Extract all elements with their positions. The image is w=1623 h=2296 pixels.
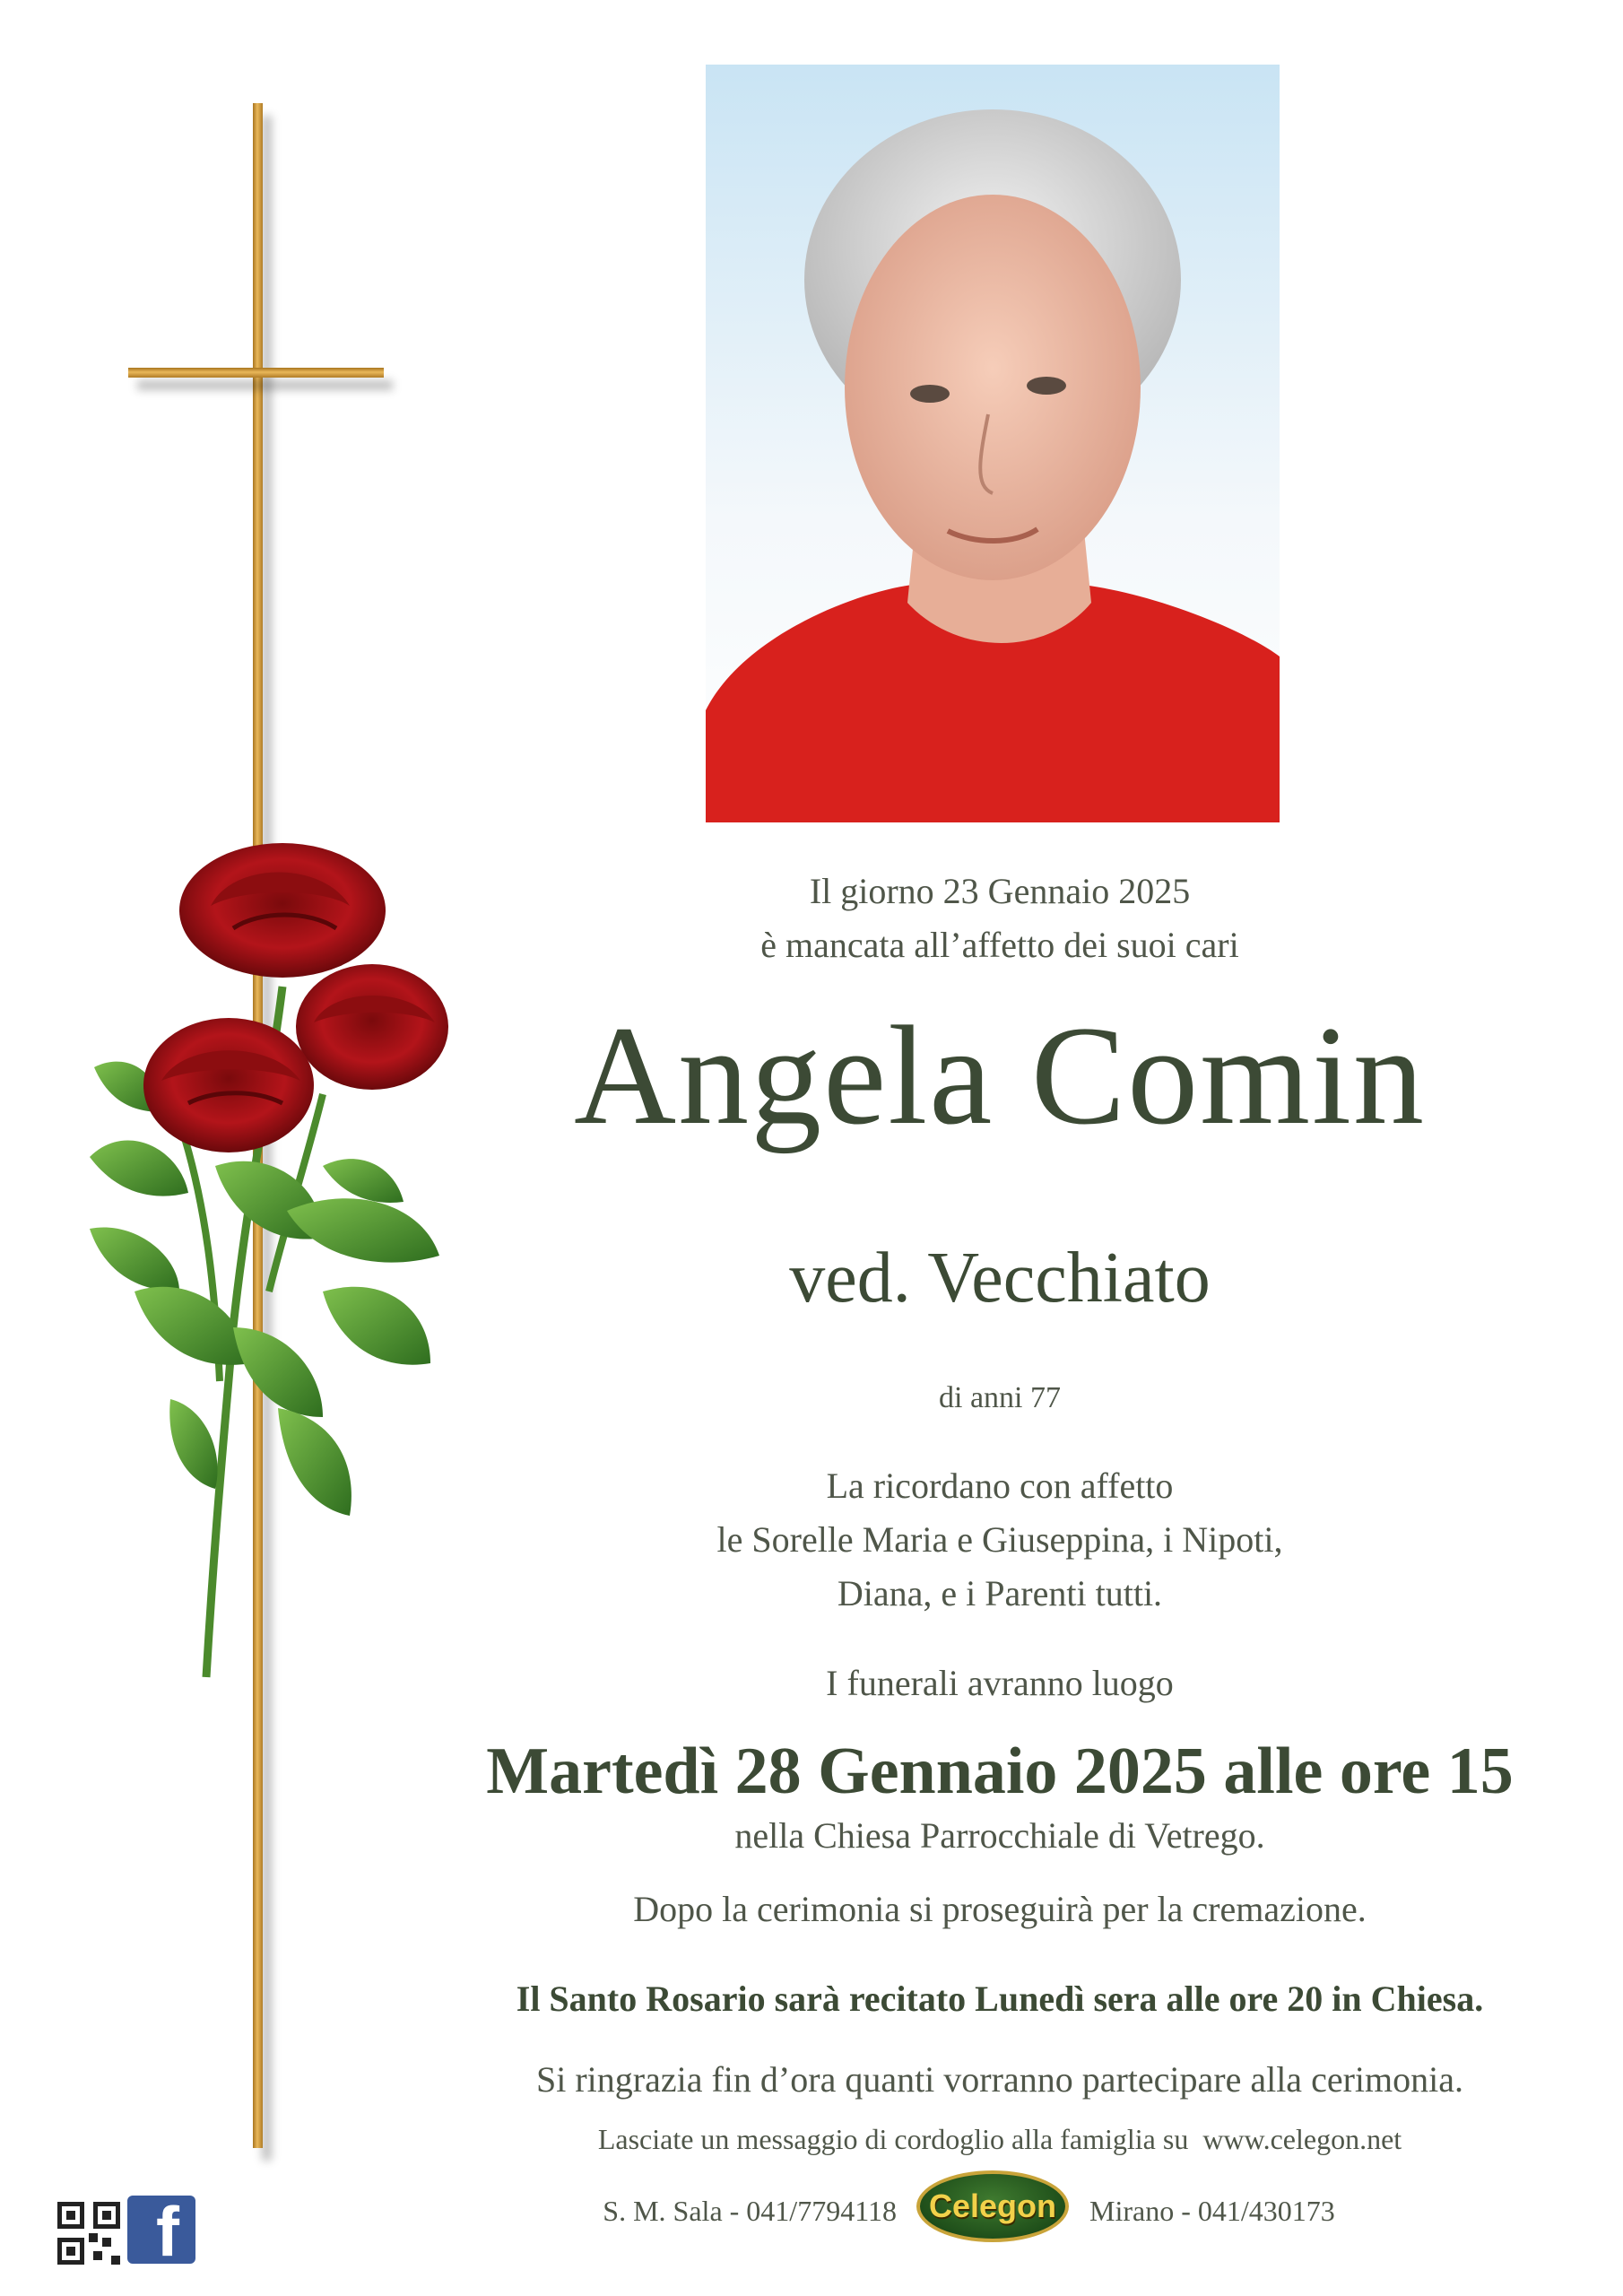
qr-code-icon[interactable] bbox=[57, 2202, 120, 2265]
facebook-icon[interactable]: f bbox=[127, 2196, 195, 2264]
office-mirano: Mirano - 041/430173 bbox=[1089, 2195, 1335, 2227]
deceased-name: Angela Comin bbox=[574, 997, 1426, 1154]
widow-of: ved. Vecchiato bbox=[789, 1239, 1211, 1318]
remembered-line-2: le Sorelle Maria e Giuseppina, i Nipoti, bbox=[716, 1519, 1283, 1560]
rosary-note: Il Santo Rosario sarà recitato Lunedì sera alle ore 20 in Chiesa. bbox=[516, 1979, 1484, 2019]
portrait-photo bbox=[706, 65, 1280, 822]
cremation-note: Dopo la cerimonia si proseguirà per la cremazione. bbox=[633, 1889, 1367, 1929]
celegon-logo: Celegon bbox=[916, 2170, 1069, 2242]
funeral-date: Martedì 28 Gennaio 2025 alle ore 15 bbox=[486, 1735, 1514, 1808]
remembered-line-1: La ricordano con affetto bbox=[826, 1465, 1174, 1506]
office-sala: S. M. Sala - 041/7794118 bbox=[603, 2195, 897, 2227]
intro-line-2: è mancata all’affetto dei suoi cari bbox=[760, 925, 1239, 965]
message-note: Lasciate un messaggio di cordoglio alla famiglia su www.celegon.net bbox=[597, 2123, 1402, 2155]
cross-horizontal bbox=[128, 368, 384, 378]
thanks-note: Si ringrazia fin d’ora quanti vorranno partecipare alla cerimonia. bbox=[536, 2059, 1463, 2100]
funeral-place: nella Chiesa Parrocchiale di Vetrego. bbox=[734, 1815, 1265, 1856]
funeral-intro: I funerali avranno luogo bbox=[826, 1663, 1174, 1703]
intro-line-1: Il giorno 23 Gennaio 2025 bbox=[809, 871, 1191, 911]
remembered-line-3: Diana, e i Parenti tutti. bbox=[837, 1573, 1163, 1613]
age: di anni 77 bbox=[939, 1381, 1061, 1414]
